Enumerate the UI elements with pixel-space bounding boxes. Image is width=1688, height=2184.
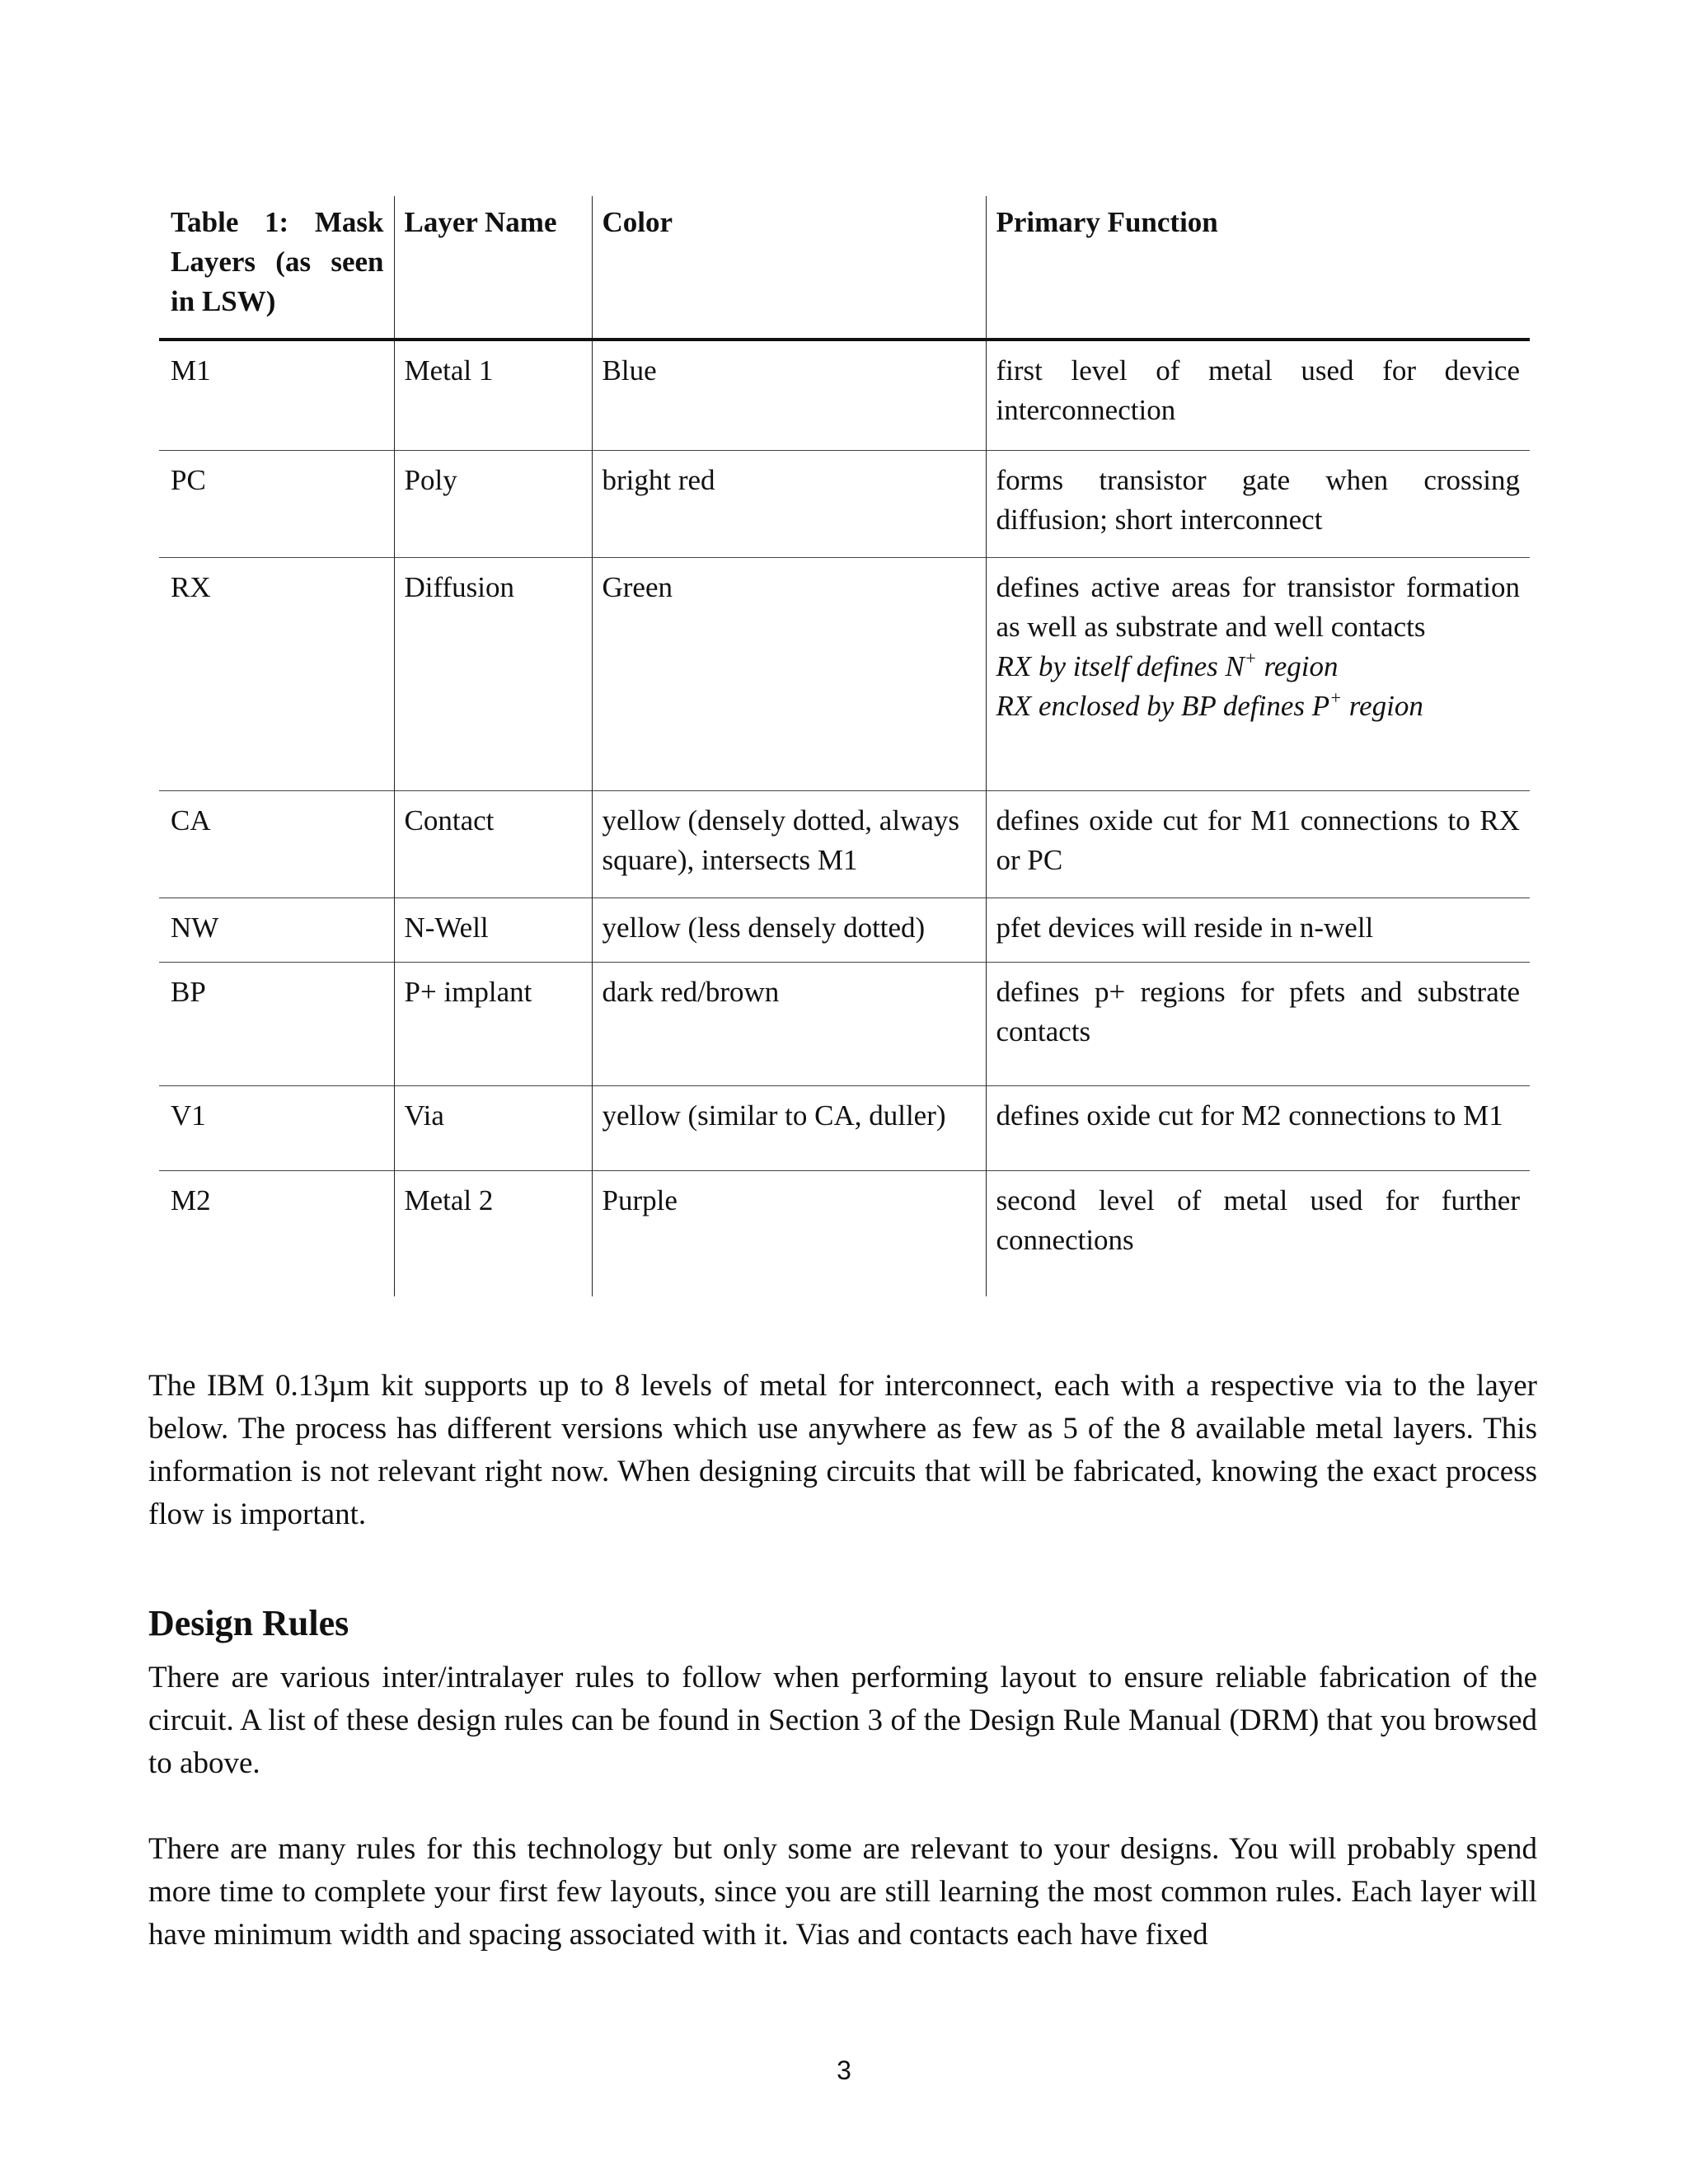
layer-function-cell <box>986 558 1530 791</box>
layer-function: defines oxide cut for M2 connections to M1 <box>986 1086 1530 1171</box>
layer-name: Metal 2 <box>394 1171 592 1297</box>
ibm-kit-paragraph: The IBM 0.13µm kit supports up to 8 levels of metal for interconnect, each with a respective via to the layer below. The process has different versions which use anywhere as few as 5 of the 8 available metal layers. This information is not relevant right now. When designing circuits that will be fabricated, knowing the exact process flow is important. <box>148 1369 1537 1531</box>
layer-color: bright red <box>592 451 986 558</box>
rx-note-p-region: RX enclosed by BP defines P+ region <box>996 687 1423 722</box>
layer-color: dark red/brown <box>592 963 986 1086</box>
layer-code: CA <box>159 791 394 898</box>
page-number: 3 <box>837 2055 851 2085</box>
many-rules-paragraph: There are many rules for this technology but only some are relevant to your designs. You will probably spend more time to complete your first few layouts, since you are still learning the most common rules. Each layer will have minimum width and spacing associated with it. Vias and contacts each have fixed <box>148 1832 1537 1952</box>
layer-code: NW <box>159 898 394 963</box>
table-caption: Table 1: Mask Layers (as seen in LSW) <box>159 196 394 340</box>
header-layer-name: Layer Name <box>394 196 592 340</box>
layer-color: yellow (less densely dotted) <box>592 898 986 963</box>
rx-note-n-region: RX by itself defines N+ region <box>996 648 1339 682</box>
header-primary-function: Primary Function <box>986 196 1530 340</box>
layer-function: defines oxide cut for M1 connections to RX or PC <box>986 791 1530 898</box>
layer-code: M1 <box>171 354 211 387</box>
layer-name: Contact <box>394 791 592 898</box>
table-row <box>159 1086 1530 1171</box>
layer-name: Via <box>394 1086 592 1171</box>
design-rules-intro-paragraph: There are various inter/intralayer rules to follow when performing layout to ensure reliable fabrication of the circuit. A list of these design rules can be found in Section 3 of the Design Rule Manual (DRM) that you browsed to above. <box>148 1661 1537 1780</box>
layer-function: pfet devices will reside in n-well <box>986 898 1530 963</box>
layer-color: Green <box>592 558 986 791</box>
table-row <box>159 558 1530 791</box>
header-color: Color <box>592 196 986 340</box>
mask-layers-table <box>159 196 1530 1296</box>
layer-color: yellow (similar to CA, duller) <box>592 1086 986 1171</box>
layer-function: defines p+ regions for pfets and substrate contacts <box>986 963 1530 1086</box>
layer-code: M2 <box>159 1171 394 1297</box>
layer-function: defines active areas for transistor formation as well as substrate and well contacts <box>996 571 1520 643</box>
layer-function: first level of metal used for device interconnection <box>986 340 1530 451</box>
table-row <box>159 451 1530 558</box>
layer-code: BP <box>159 963 394 1086</box>
layer-code: RX <box>159 558 394 791</box>
layer-function: forms transistor gate when crossing diffusion; short interconnect <box>986 451 1530 558</box>
layer-name: N-Well <box>394 898 592 963</box>
layer-name: P+ implant <box>394 963 592 1086</box>
layer-code: PC <box>159 451 394 558</box>
layer-name: Poly <box>394 451 592 558</box>
table-row <box>159 340 1530 451</box>
table-row <box>159 898 1530 963</box>
layer-function: second level of metal used for further connections <box>986 1171 1530 1297</box>
layer-color: yellow (densely dotted, always square), intersects M1 <box>592 791 986 898</box>
layer-color: Blue <box>592 340 986 451</box>
table-row <box>159 963 1530 1086</box>
table-header-row <box>159 196 1530 340</box>
table-row <box>159 1171 1530 1297</box>
layer-name: Metal 1 <box>394 340 592 451</box>
layer-color: Purple <box>592 1171 986 1297</box>
design-rules-heading: Design Rules <box>148 1603 349 1643</box>
layer-code: V1 <box>159 1086 394 1171</box>
table-row <box>159 791 1530 898</box>
layer-name: Diffusion <box>394 558 592 791</box>
